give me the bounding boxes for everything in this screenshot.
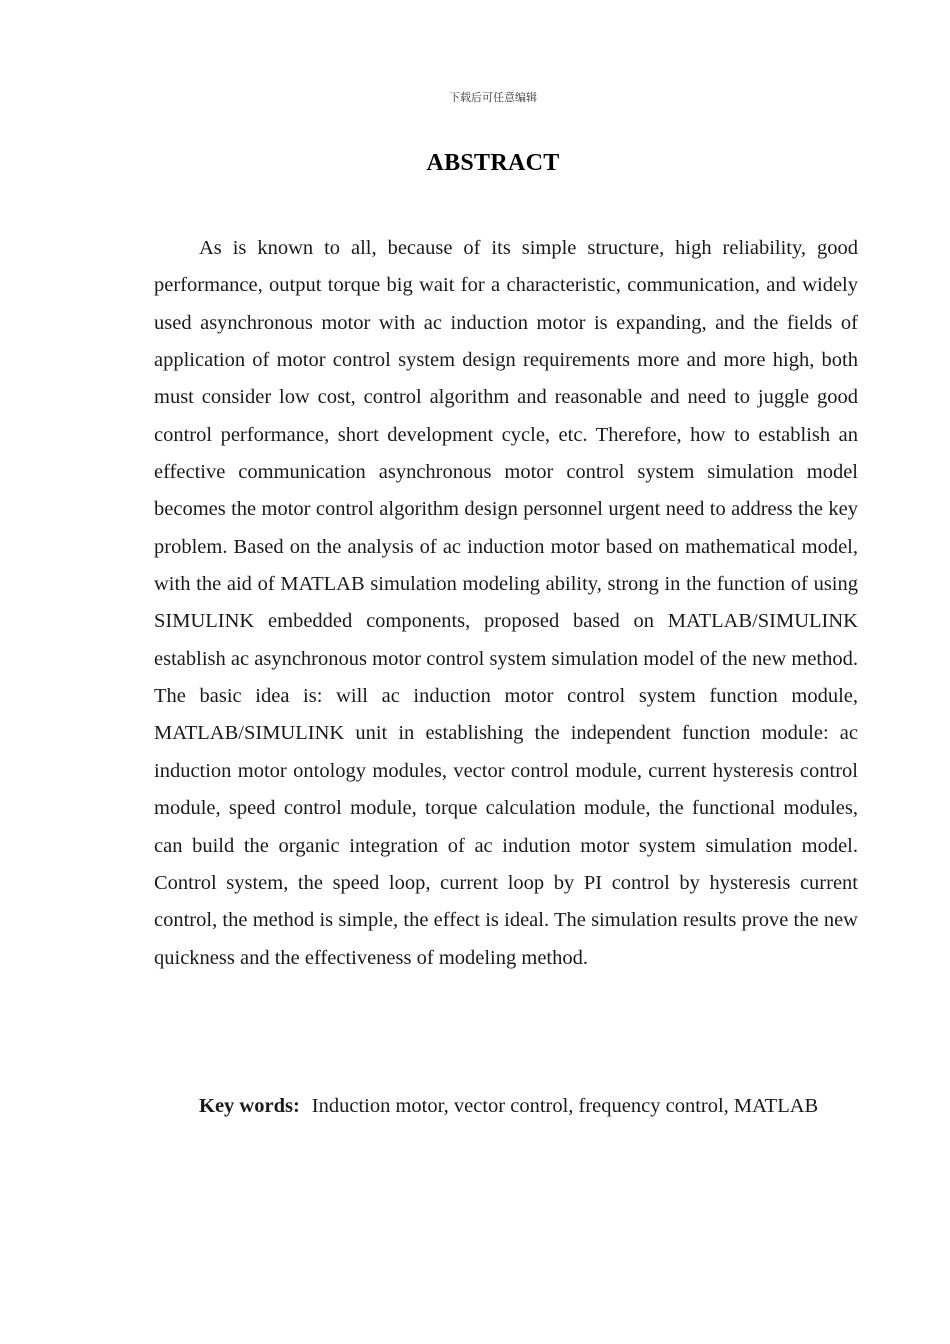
page-header-note: 下载后可任意编辑 [449,91,537,104]
page-title: ABSTRACT [426,150,560,176]
keywords-text: Induction motor, vector control, frequency control, MATLAB [311,1095,819,1117]
keywords-label: Key words: [199,1095,300,1117]
keywords-line [154,1088,858,1126]
abstract-paragraph: As is known to all, because of its simple structure, high reliability, good performance, output torque big wait for a characteristic, communication, and widely used asynchronous motor with ac induction motor is expanding, and the fields of application of motor control system design requirements more and more high, both must consider low cost, control algorithm and reasonable and need to juggle good control performance, short development cycle, etc. Therefore, how to establish an effective communication asynchronous motor control system simulation model becomes the motor control algorithm design personnel urgent need to address the key problem. Based on the analysis of ac induction motor based on mathematical model, with the aid of MATLAB simulation modeling ability, strong in the function of using SIMULINK embedded components, proposed based on MATLAB/SIMULINK establish ac asynchronous motor control system simulation model of the new method. The basic idea is: will ac induction motor control system function module, MATLAB/SIMULINK unit in establishing the independent function module: ac induction motor ontology modules, vector control module, current hysteresis control module, speed control module, torque calculation module, the functional modules, can build the organic integration of ac indution motor system simulation model. Control system, the speed loop, current loop by PI control by hysteresis current control, the method is simple, the effect is ideal. The simulation results prove the new quickness and the effectiveness of modeling method. [154,237,858,969]
